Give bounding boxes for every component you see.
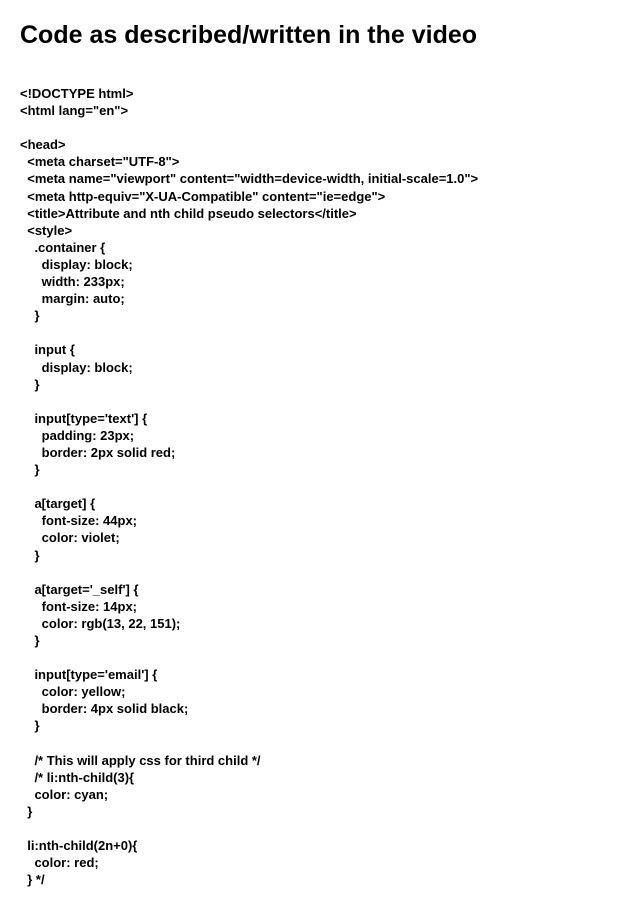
code-line: <style>	[20, 222, 73, 238]
code-line: font-size: 44px;	[20, 513, 138, 529]
code-line: color: red;	[20, 855, 99, 871]
code-line: }	[20, 547, 40, 563]
code-line: <html lang="en">	[20, 103, 129, 119]
code-line: }	[20, 803, 33, 819]
code-line: font-size: 14px;	[20, 598, 138, 614]
code-line	[20, 735, 620, 752]
code-line: display: block;	[20, 256, 133, 272]
page-title: Code as described/written in the video	[20, 21, 478, 49]
code-line: width: 233px;	[20, 274, 125, 290]
code-line: border: 4px solid black;	[20, 701, 189, 717]
code-line: <meta name="viewport" content="width=device-width, initial-scale=1.0">	[20, 171, 479, 187]
code-line: <!DOCTYPE html>	[20, 86, 134, 101]
code-line: input[type='email'] {	[20, 667, 158, 683]
code-line	[20, 393, 620, 410]
code-line: }	[20, 718, 40, 734]
code-line: }	[20, 376, 40, 392]
code-line: color: violet;	[20, 530, 120, 546]
code-line	[20, 564, 620, 581]
code-line: <meta http-equiv="X-UA-Compatible" content="ie=edge">	[20, 188, 386, 204]
code-line: display: block;	[20, 359, 133, 375]
code-line: }	[20, 633, 40, 648]
code-line: color: yellow;	[20, 684, 126, 700]
code-line	[20, 649, 620, 666]
code-line: input {	[20, 342, 75, 358]
code-line: <head>	[20, 137, 66, 153]
code-line: /* li:nth-child(3){	[20, 769, 135, 785]
code-block	[20, 85, 620, 888]
code-line: } */	[20, 872, 45, 888]
code-line	[20, 324, 620, 341]
code-line: .container {	[20, 239, 106, 255]
code-line: margin: auto;	[20, 291, 125, 307]
code-line: a[target='_self'] {	[20, 581, 139, 597]
code-line: }	[20, 308, 40, 324]
code-line: <meta charset="UTF-8">	[20, 154, 180, 170]
code-line	[20, 119, 620, 136]
code-line: border: 2px solid red;	[20, 444, 176, 460]
code-line: input[type='text'] {	[20, 410, 148, 426]
code-line	[20, 478, 620, 495]
code-line: }	[20, 462, 40, 478]
code-line: padding: 23px;	[20, 427, 135, 443]
code-line: color: rgb(13, 22, 151);	[20, 615, 181, 631]
code-line	[20, 820, 620, 837]
code-line: li:nth-child(2n+0){	[20, 838, 138, 854]
code-line: <title>Attribute and nth child pseudo selectors</title>	[20, 205, 357, 221]
code-line: /* This will apply css for third child */	[20, 752, 261, 768]
code-line: color: cyan;	[20, 786, 109, 802]
code-line: a[target] {	[20, 496, 96, 512]
